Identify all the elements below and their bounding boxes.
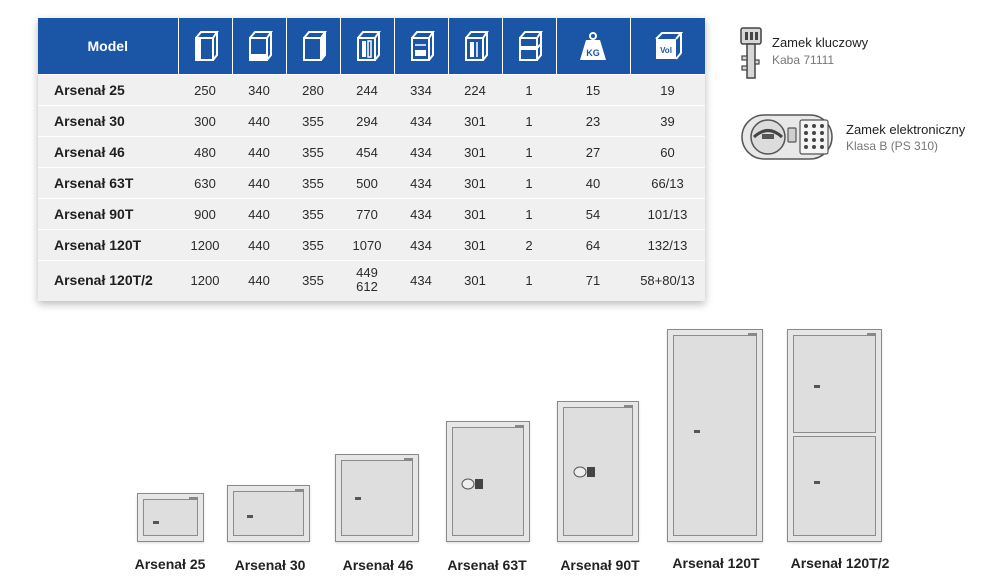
- table-cell: 40: [556, 168, 630, 199]
- table-cell: 334: [394, 75, 448, 106]
- table-cell: 340: [232, 75, 286, 106]
- svg-text:Vol: Vol: [659, 46, 672, 55]
- table-row: [38, 106, 705, 137]
- table-cell: [340, 261, 394, 300]
- table-cell: 500: [340, 168, 394, 199]
- table-cell: 224: [448, 75, 502, 106]
- table-cell: 440: [232, 106, 286, 137]
- table-cell: 15: [556, 75, 630, 106]
- internal-height-icon: [394, 18, 448, 75]
- table-cell: 132/13: [630, 230, 705, 261]
- safe-door: [563, 407, 633, 536]
- model-cell: Arsenał 46: [38, 137, 178, 168]
- table-cell: 355: [286, 199, 340, 230]
- key-lock-title: Zamek kluczowy: [772, 35, 869, 50]
- table-cell: 301: [448, 106, 502, 137]
- table-cell: 250: [178, 75, 232, 106]
- table-row: [38, 261, 705, 300]
- shelves-icon: [502, 18, 556, 75]
- safe-label: Arsenał 30: [234, 557, 306, 573]
- safe-arsenal-90t: [557, 401, 639, 542]
- key-lock-handle: [153, 521, 159, 524]
- table-cell: 1: [502, 137, 556, 168]
- table-cell: 19: [630, 75, 705, 106]
- internal-width-top: 449: [356, 265, 378, 280]
- table-cell: 244: [340, 75, 394, 106]
- table-cell: 454: [340, 137, 394, 168]
- internal-width-values: [356, 266, 378, 294]
- table-cell: 1: [502, 199, 556, 230]
- volume-icon: [630, 18, 705, 75]
- key-lock-legend: [738, 26, 988, 82]
- weight-kg-icon: [556, 18, 630, 75]
- table-cell: 440: [232, 230, 286, 261]
- table-cell: 434: [394, 106, 448, 137]
- table-cell: 301: [448, 168, 502, 199]
- safe-door: [452, 427, 524, 536]
- table-cell: 770: [340, 199, 394, 230]
- internal-depth-icon: [448, 18, 502, 75]
- internal-width-icon: [340, 18, 394, 75]
- safe-arsenal-120t: [667, 329, 763, 542]
- table-cell: 301: [448, 199, 502, 230]
- table-cell: 434: [394, 199, 448, 230]
- table-cell: 440: [232, 199, 286, 230]
- key-lock-handle: [694, 430, 700, 433]
- safe-label: Arsenał 120T: [672, 555, 760, 571]
- table-cell: 434: [394, 261, 448, 300]
- table-row: [38, 199, 705, 230]
- table-cell: 39: [630, 106, 705, 137]
- safe-door: [341, 460, 413, 536]
- safe-label: Arsenał 90T: [560, 557, 640, 573]
- internal-width-bottom: 612: [356, 279, 378, 294]
- table-cell: 1: [502, 168, 556, 199]
- table-cell: 301: [448, 137, 502, 168]
- table-cell: 23: [556, 106, 630, 137]
- safe-label: Arsenał 63T: [447, 557, 527, 573]
- safe-arsenal-25: [137, 493, 204, 542]
- electronic-lock-legend: [738, 112, 1001, 162]
- key-lock-handle: [814, 385, 820, 388]
- table-cell: 54: [556, 199, 630, 230]
- table-cell: 434: [394, 230, 448, 261]
- table-cell: 355: [286, 106, 340, 137]
- model-cell: Arsenał 25: [38, 75, 178, 106]
- safe-logo-badge: [867, 333, 876, 336]
- table-cell: 900: [178, 199, 232, 230]
- safe-logo-badge: [404, 458, 413, 461]
- table-header-row: [38, 18, 705, 75]
- table-cell: 1: [502, 261, 556, 300]
- safe-logo-badge: [515, 425, 524, 428]
- table-row: [38, 137, 705, 168]
- table-cell: 440: [232, 137, 286, 168]
- electronic-lock-icon: [573, 466, 597, 478]
- model-cell: Arsenał 120T/2: [38, 261, 178, 300]
- table-cell: 480: [178, 137, 232, 168]
- table-cell: 280: [286, 75, 340, 106]
- model-cell: Arsenał 120T: [38, 230, 178, 261]
- safe-arsenal-46: [335, 454, 419, 542]
- safe-door: [233, 491, 304, 536]
- safe-logo-badge: [624, 405, 633, 408]
- key-icon: [738, 26, 764, 82]
- table-cell: 101/13: [630, 199, 705, 230]
- table-cell: 440: [232, 261, 286, 300]
- table-cell: 27: [556, 137, 630, 168]
- table-cell: 1: [502, 75, 556, 106]
- safe-arsenal-63t: [446, 421, 530, 542]
- table-row: [38, 75, 705, 106]
- electronic-lock-subtitle: Klasa B (PS 310): [846, 139, 939, 153]
- table-cell: 60: [630, 137, 705, 168]
- external-depth-icon: [286, 18, 340, 75]
- table-cell: 434: [394, 168, 448, 199]
- table-cell: 355: [286, 137, 340, 168]
- table-cell: 434: [394, 137, 448, 168]
- header-model: Model: [38, 18, 178, 75]
- safe-label: Arsenał 46: [342, 557, 414, 573]
- safe-door: [143, 499, 198, 536]
- table-cell: 1070: [340, 230, 394, 261]
- safe-label: Arsenał 25: [134, 556, 206, 572]
- electronic-lock-icon: [738, 112, 838, 162]
- table-cell: 440: [232, 168, 286, 199]
- table-cell: 64: [556, 230, 630, 261]
- safe-logo-badge: [295, 489, 304, 492]
- external-width-icon: [178, 18, 232, 75]
- table-cell: 1200: [178, 261, 232, 300]
- table-cell: 1200: [178, 230, 232, 261]
- svg-text:KG: KG: [586, 48, 600, 58]
- table-cell: 71: [556, 261, 630, 300]
- key-lock-handle: [247, 515, 253, 518]
- table-cell: 355: [286, 168, 340, 199]
- table-cell: 355: [286, 261, 340, 300]
- specification-table: [38, 18, 705, 301]
- safe-label: Arsenał 120T/2: [790, 555, 890, 571]
- model-cell: Arsenał 90T: [38, 199, 178, 230]
- external-height-icon: [232, 18, 286, 75]
- safe-door: [673, 335, 757, 536]
- table-cell: 630: [178, 168, 232, 199]
- electronic-lock-icon: [461, 478, 485, 490]
- safe-logo-badge: [189, 497, 198, 500]
- key-lock-handle: [814, 481, 820, 484]
- table-cell: 301: [448, 261, 502, 300]
- table-cell: 1: [502, 106, 556, 137]
- safe-logo-badge: [748, 333, 757, 336]
- safe-door-lower: [793, 436, 876, 536]
- electronic-lock-title: Zamek elektroniczny: [846, 122, 966, 137]
- table-cell: 300: [178, 106, 232, 137]
- key-lock-handle: [355, 497, 361, 500]
- safe-door-upper: [793, 335, 876, 433]
- model-cell: Arsenał 63T: [38, 168, 178, 199]
- safe-arsenal-120t-2: [787, 329, 882, 542]
- table-row: [38, 168, 705, 199]
- table-row: [38, 230, 705, 261]
- table-cell: 2: [502, 230, 556, 261]
- model-cell: Arsenał 30: [38, 106, 178, 137]
- safe-arsenal-30: [227, 485, 310, 542]
- table-cell: 355: [286, 230, 340, 261]
- table-cell: 66/13: [630, 168, 705, 199]
- table-cell: 301: [448, 230, 502, 261]
- key-lock-subtitle: Kaba 71111: [772, 53, 835, 67]
- table-cell: 294: [340, 106, 394, 137]
- table-cell: 58+80/13: [630, 261, 705, 300]
